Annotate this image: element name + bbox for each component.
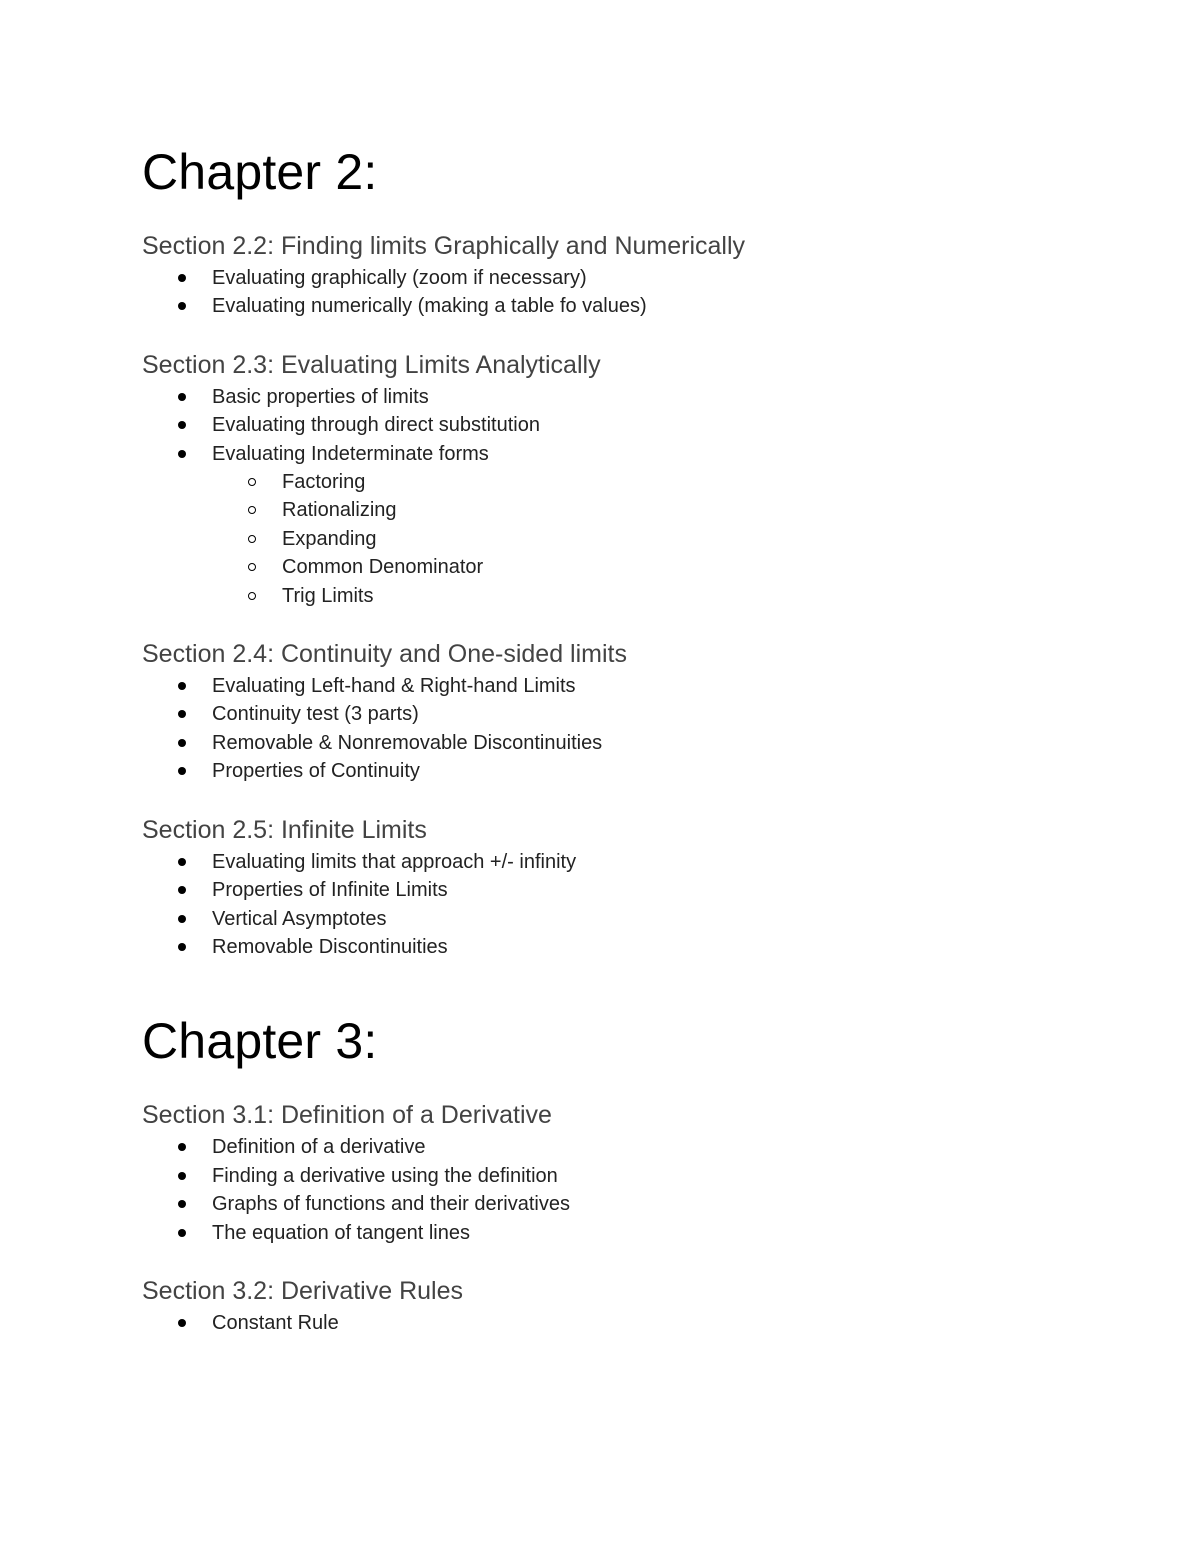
list-item-text: Rationalizing (282, 499, 397, 522)
list-item (142, 411, 1102, 439)
topic-list (142, 383, 1102, 610)
filled-bullet-icon (178, 1172, 186, 1180)
section-heading: Section 3.1: Definition of a Derivative (142, 1101, 552, 1130)
list-item (142, 1309, 1102, 1337)
list-item (142, 905, 1102, 933)
filled-bullet-icon (178, 943, 186, 951)
list-item-text: Vertical Asymptotes (212, 907, 387, 930)
section-heading: Section 3.2: Derivative Rules (142, 1276, 463, 1305)
list-item-text: Factoring (282, 471, 366, 494)
list-item (142, 729, 1102, 757)
section-heading: Section 2.4: Continuity and One-sided limits (142, 640, 627, 669)
list-item (142, 383, 1102, 411)
list-item (142, 1162, 1102, 1190)
list-item-text: Finding a derivative using the definition (212, 1164, 558, 1187)
filled-bullet-icon (178, 393, 186, 401)
list-item (142, 757, 1102, 785)
sub-list-item (142, 553, 1102, 581)
filled-bullet-icon (178, 302, 186, 310)
list-item-text: Evaluating through direct substitution (212, 414, 540, 437)
topic-list (142, 848, 1102, 962)
list-item-text: Evaluating graphically (zoom if necessary) (212, 267, 587, 289)
chapter-title: Chapter 2: (142, 144, 378, 200)
list-item-text: The equation of tangent lines (212, 1221, 470, 1244)
section-heading: Section 2.5: Infinite Limits (142, 815, 427, 844)
filled-bullet-icon (178, 1143, 186, 1151)
list-item-text: Properties of Infinite Limits (212, 879, 448, 902)
list-item (142, 292, 1102, 320)
list-item-text: Constant Rule (212, 1311, 339, 1334)
filled-bullet-icon (178, 450, 186, 458)
list-item (142, 264, 1102, 292)
list-item-text: Removable Discontinuities (212, 935, 448, 958)
list-item-text: Removable & Nonremovable Discontinuities (212, 731, 603, 754)
list-item (142, 1190, 1102, 1218)
filled-bullet-icon (178, 886, 186, 894)
filled-bullet-icon (178, 421, 186, 429)
hollow-bullet-icon (248, 592, 256, 600)
filled-bullet-icon (178, 858, 186, 866)
list-item (142, 933, 1102, 961)
list-item-text: Common Denominator (282, 556, 484, 579)
filled-bullet-icon (178, 739, 186, 747)
list-item (142, 1219, 1102, 1247)
list-item-text: Properties of Continuity (212, 760, 420, 783)
list-item (142, 700, 1102, 728)
list-item (142, 672, 1102, 700)
sub-list-item (142, 525, 1102, 553)
hollow-bullet-icon (248, 506, 256, 514)
list-item (142, 876, 1102, 904)
list-item (142, 1133, 1102, 1161)
hollow-bullet-icon (248, 535, 256, 543)
sub-list-item (142, 582, 1102, 610)
sub-list-item (142, 496, 1102, 524)
list-item-text: Evaluating Indeterminate forms (212, 442, 489, 465)
filled-bullet-icon (178, 682, 186, 690)
topic-list (142, 264, 1102, 321)
list-item-text: Expanding (282, 527, 377, 550)
section-heading: Section 2.2: Finding limits Graphically and Numerically (142, 232, 746, 260)
filled-bullet-icon (178, 767, 186, 775)
section-heading: Section 2.3: Evaluating Limits Analytically (142, 350, 601, 379)
filled-bullet-icon (178, 1200, 186, 1208)
list-item-text: Basic properties of limits (212, 385, 429, 408)
list-item-text: Continuity test (3 parts) (212, 703, 419, 726)
list-item-text: Evaluating numerically (making a table fo values) (212, 295, 647, 318)
document-page (142, 136, 1102, 1337)
topic-list (142, 672, 1102, 786)
list-item (142, 440, 1102, 468)
list-item-text: Definition of a derivative (212, 1136, 426, 1159)
filled-bullet-icon (178, 915, 186, 923)
chapter-title: Chapter 3: (142, 1013, 378, 1070)
topic-list (142, 1133, 1102, 1247)
list-item-text: Graphs of functions and their derivatives (212, 1193, 570, 1216)
filled-bullet-icon (178, 1319, 186, 1327)
hollow-bullet-icon (248, 478, 256, 486)
filled-bullet-icon (178, 274, 186, 282)
hollow-bullet-icon (248, 563, 256, 571)
filled-bullet-icon (178, 710, 186, 718)
list-item (142, 848, 1102, 876)
list-item-text: Evaluating limits that approach +/- infinity (212, 850, 577, 873)
topic-list (142, 1309, 1102, 1337)
sub-list-item (142, 468, 1102, 496)
filled-bullet-icon (178, 1229, 186, 1237)
list-item-text: Evaluating Left-hand & Right-hand Limits (212, 675, 576, 698)
list-item-text: Trig Limits (282, 584, 374, 607)
